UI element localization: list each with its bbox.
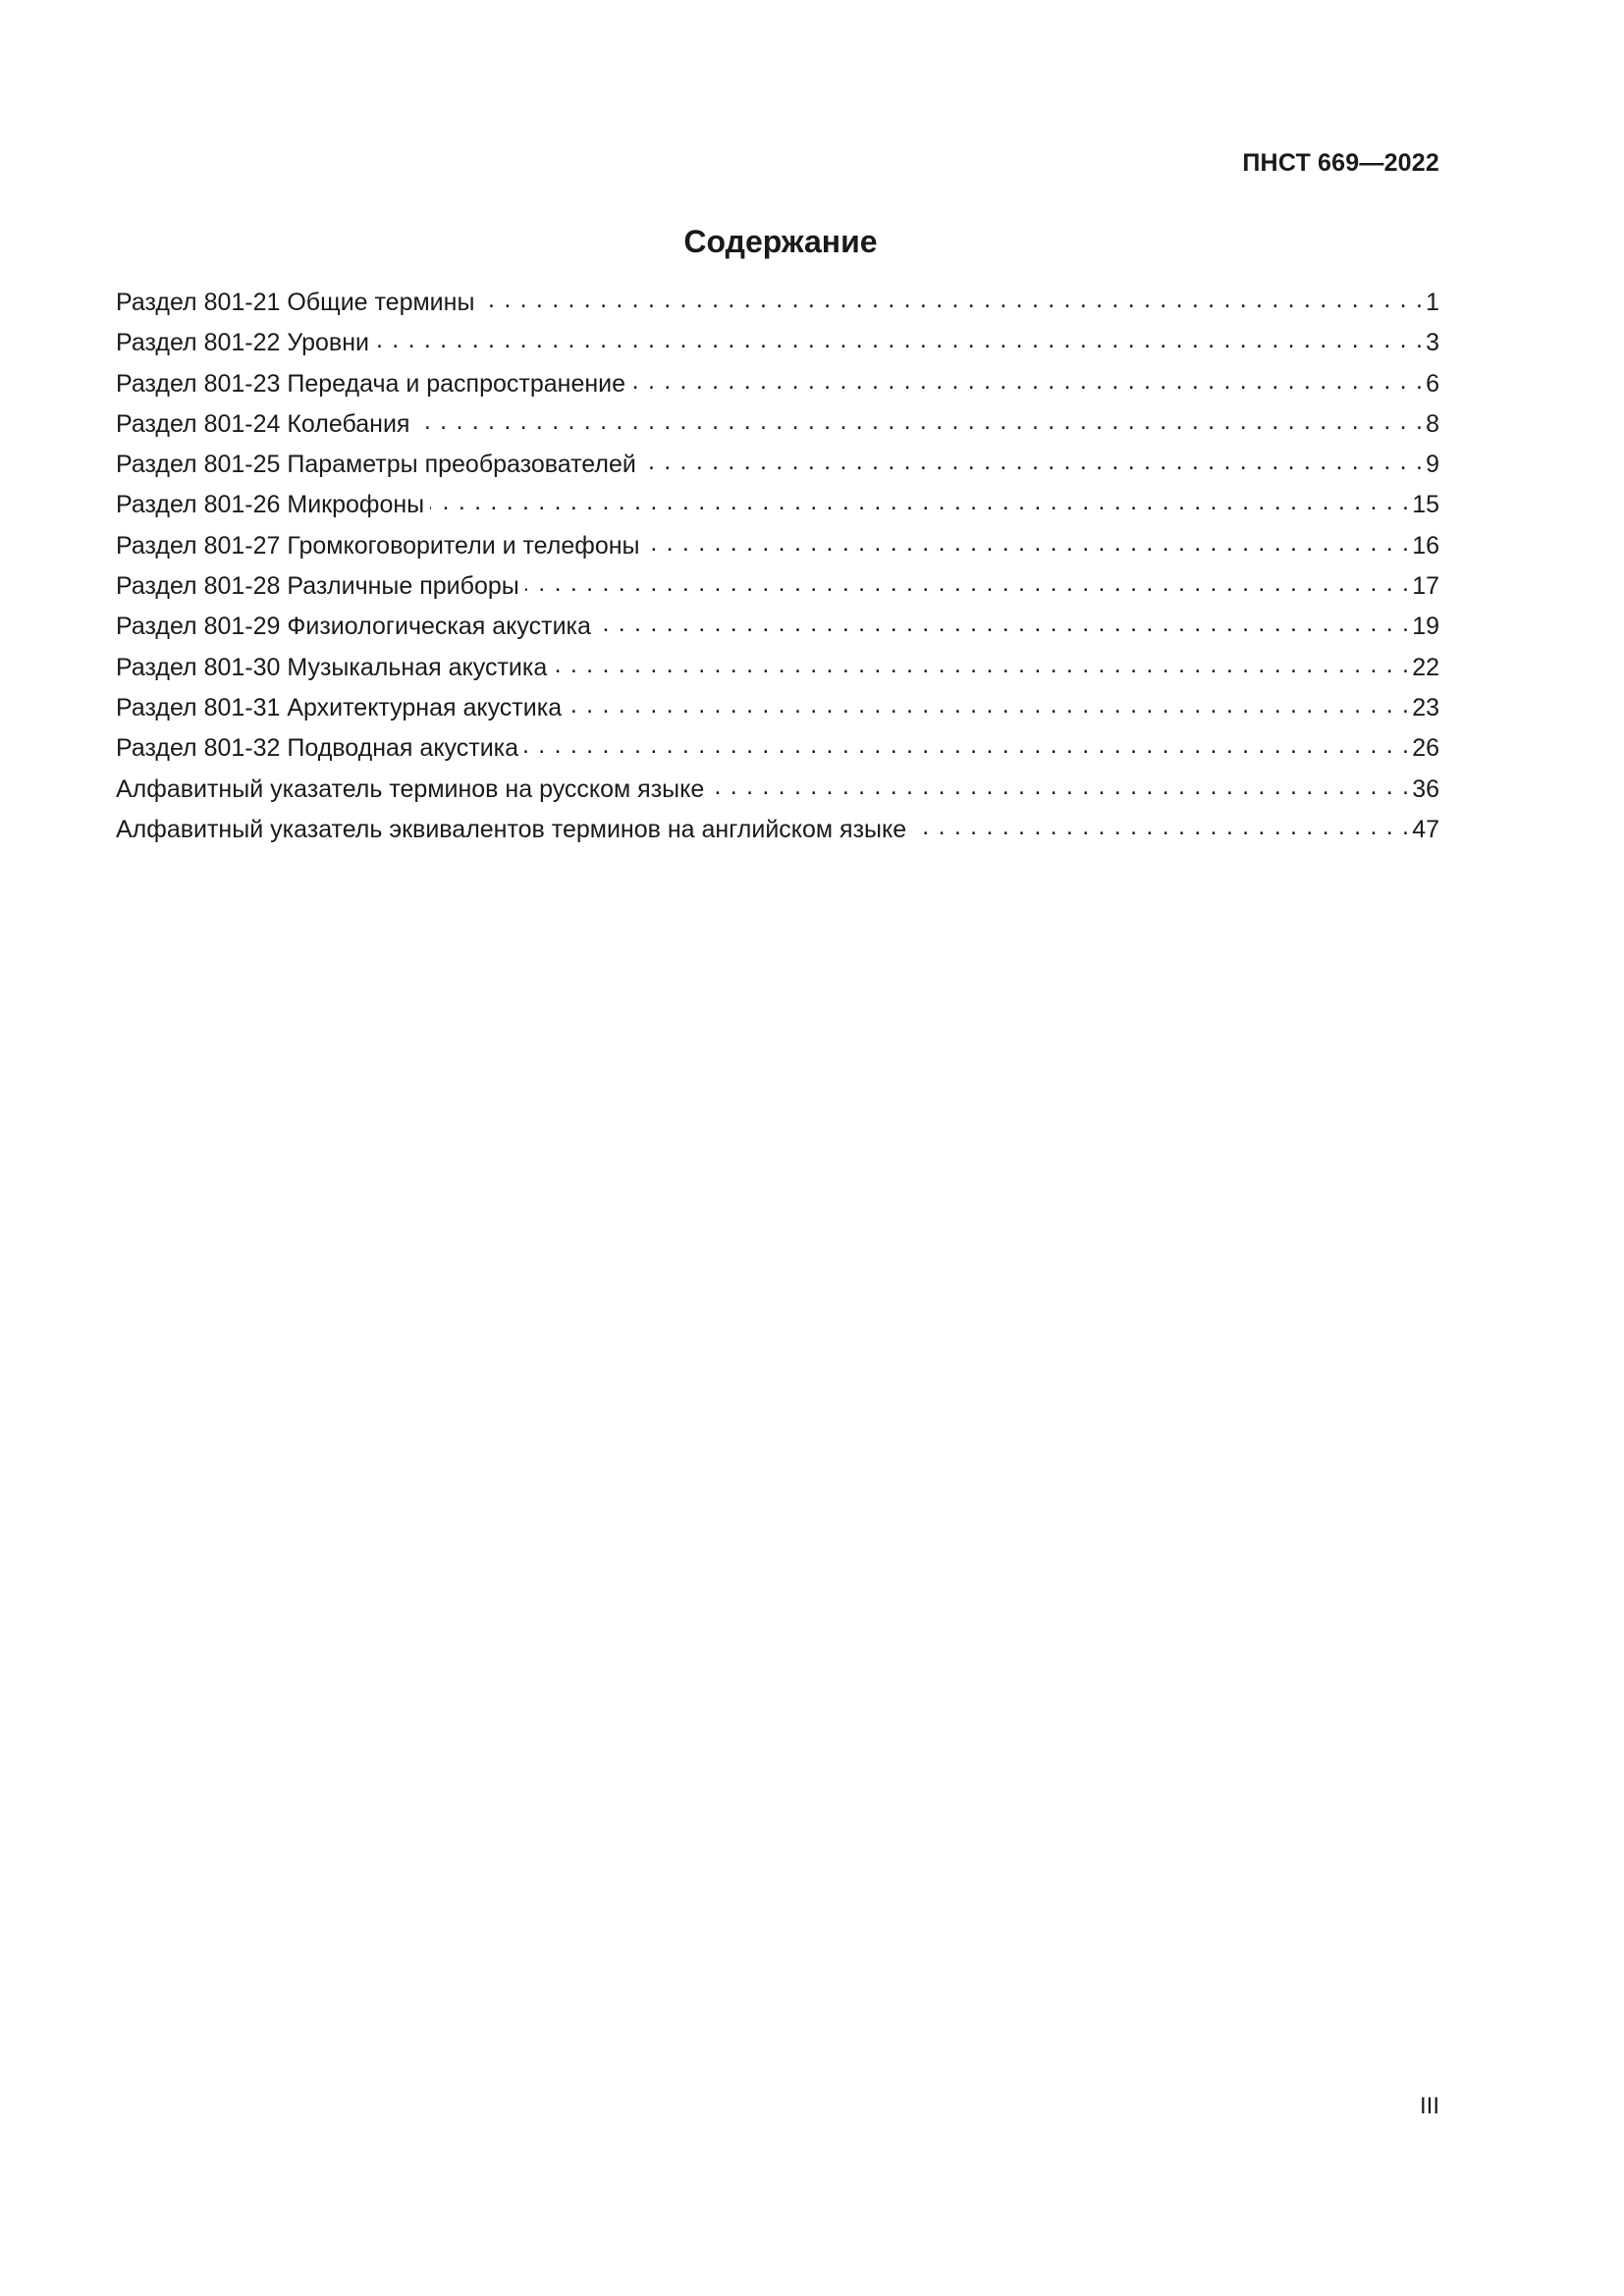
- toc-item-page: 26: [1412, 734, 1439, 763]
- toc-item[interactable]: [116, 813, 1439, 853]
- toc-dot-leader: [480, 286, 1424, 310]
- toc-item-label: Раздел 801-30 Музыкальная акустика: [116, 653, 548, 681]
- toc-item-page: 36: [1412, 774, 1439, 803]
- toc-item-label: Раздел 801-31 Архитектурная акустика: [116, 693, 563, 721]
- toc-item[interactable]: [116, 286, 1439, 326]
- toc-item-label: Алфавитный указатель эквивалентов терминов на английском языке: [116, 815, 907, 843]
- toc-dot-leader: [430, 488, 1410, 512]
- toc-item-page: 19: [1412, 613, 1439, 641]
- toc-item-label: Раздел 801-26 Микрофоны: [116, 491, 425, 519]
- toc-item-page: 6: [1426, 369, 1439, 398]
- toc-item[interactable]: [116, 448, 1439, 488]
- toc-item[interactable]: [116, 367, 1439, 407]
- toc-dot-leader: [568, 691, 1410, 716]
- toc-dot-leader: [415, 407, 1424, 432]
- toc-item[interactable]: [116, 569, 1439, 610]
- toc-item[interactable]: [116, 488, 1439, 528]
- toc-title: Содержание: [683, 224, 878, 259]
- toc-item-label: Раздел 801-29 Физиологическая акустика: [116, 613, 591, 641]
- toc-item[interactable]: [116, 773, 1439, 813]
- toc-item-label: Раздел 801-21 Общие термины: [116, 289, 475, 316]
- toc-item[interactable]: [116, 731, 1439, 772]
- toc-item-page: 9: [1426, 451, 1439, 479]
- toc-item-label: Раздел 801-24 Колебания: [116, 409, 410, 438]
- toc-item-page: 22: [1412, 653, 1439, 681]
- table-of-contents: [116, 286, 1439, 853]
- toc-item-label: Раздел 801-23 Передача и распространение: [116, 369, 626, 398]
- toc-dot-leader: [525, 569, 1410, 594]
- toc-item-page: 3: [1426, 329, 1439, 357]
- toc-dot-leader: [631, 367, 1424, 392]
- toc-item-page: 16: [1412, 531, 1439, 560]
- toc-item[interactable]: [116, 326, 1439, 366]
- toc-item-page: 15: [1412, 491, 1439, 519]
- toc-dot-leader: [524, 731, 1410, 756]
- toc-item-label: Раздел 801-22 Уровни: [116, 329, 369, 357]
- toc-dot-leader: [710, 773, 1410, 797]
- toc-item-label: Алфавитный указатель терминов на русском языке: [116, 774, 705, 803]
- toc-item-label: Раздел 801-28 Различные приборы: [116, 572, 519, 601]
- toc-item-page: 17: [1412, 572, 1439, 601]
- toc-item[interactable]: [116, 407, 1439, 448]
- toc-item[interactable]: [116, 691, 1439, 731]
- toc-item-page: 47: [1412, 815, 1439, 843]
- toc-dot-leader: [912, 813, 1410, 837]
- toc-dot-leader: [375, 326, 1424, 350]
- toc-item-page: 8: [1426, 409, 1439, 438]
- document-code: ПНСТ 669—2022: [1242, 149, 1439, 177]
- toc-item-label: Раздел 801-32 Подводная акустика: [116, 734, 519, 763]
- toc-item-label: Раздел 801-25 Параметры преобразователей: [116, 451, 636, 479]
- toc-item[interactable]: [116, 651, 1439, 691]
- toc-item-page: 23: [1412, 693, 1439, 721]
- toc-dot-leader: [597, 610, 1410, 634]
- toc-item-page: 1: [1426, 289, 1439, 316]
- toc-dot-leader: [553, 651, 1410, 675]
- toc-item[interactable]: [116, 529, 1439, 569]
- toc-dot-leader: [646, 529, 1411, 554]
- toc-item-label: Раздел 801-27 Громкоговорители и телефоны: [116, 531, 640, 560]
- page-number: III: [1419, 2093, 1439, 2119]
- toc-item[interactable]: [116, 610, 1439, 650]
- toc-dot-leader: [642, 448, 1424, 472]
